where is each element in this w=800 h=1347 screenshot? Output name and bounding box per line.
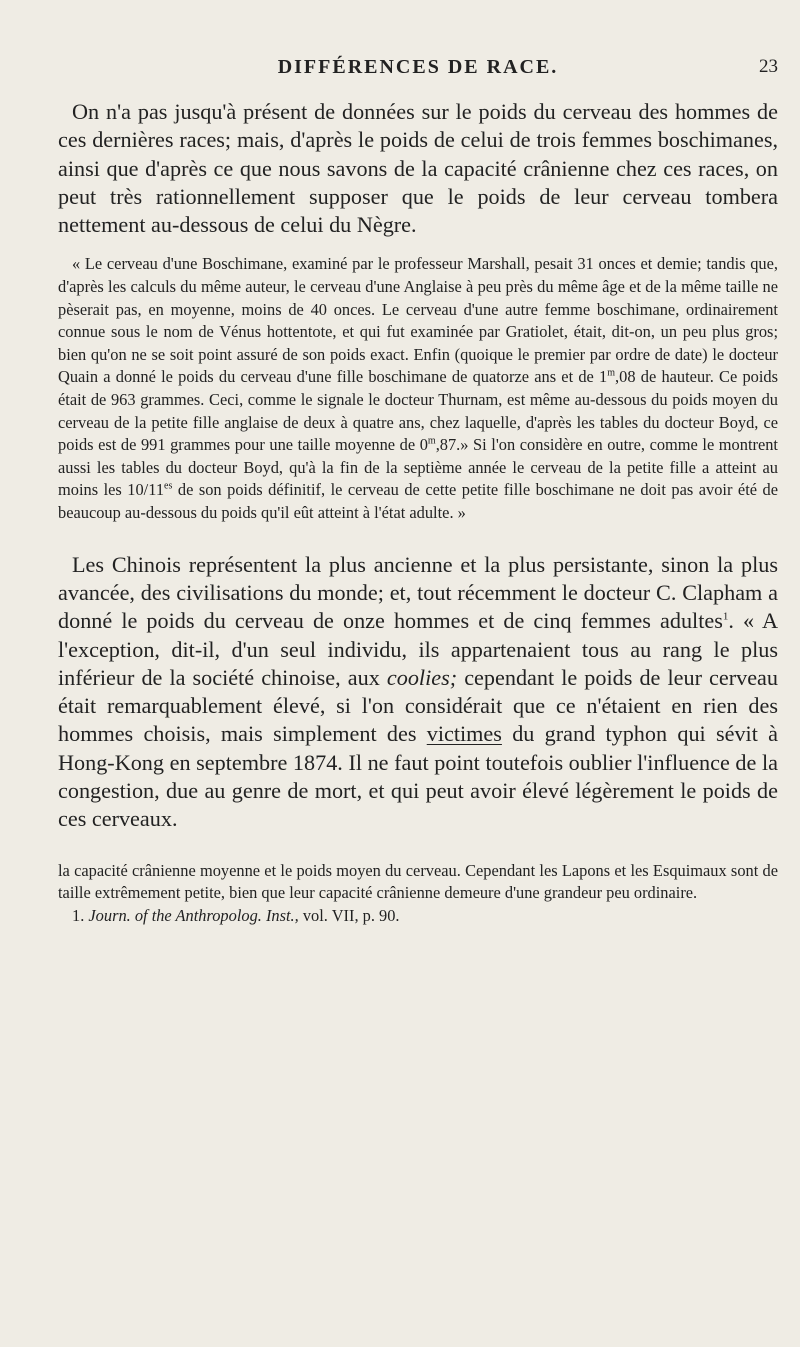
running-header: [58, 56, 778, 86]
italic-term: coolies;: [386, 664, 458, 690]
footnote-reference: 1: [722, 610, 729, 623]
superscript: es: [164, 480, 173, 492]
journal-title: Journ. of the Anthropolog. Inst.,: [88, 905, 299, 925]
superscript: m: [607, 367, 616, 379]
page-number: 23: [759, 56, 778, 77]
footnote-continuation: la capacité crânienne moyenne et le poids moyen du cerveau. Cependant les Lapons et les Esquimaux sont de taille extrêmement petite, bien que leur capacité crânienne demeure d'une grandeur peu ordinaire.: [58, 860, 778, 903]
paragraph-2: Les Chinois représentent la plus ancienne et la plus persistante, sinon la plus avancée, des civilisations du monde; et, tout récemment le docteur C. Clapham a donné le poids du cerveau de onze hommes et de cinq femmes adultes$^1$. « A l'exception, dit-il, d'un seul individu, ils appartenaient tous au rang le plus inférieur de la société chinoise, aux coolies; cependant le poids de leur cerveau était remarquablement élevé, si l'on considérait que ce n'étaient en rien des hommes choisis, mais simplement des victimes du grand typhon qui sévit à Hong-Kong en septembre 1874. Il ne faut point toutefois oublier l'influence de la congestion, due au genre de mort, et qui peut avoir élevé légèrement le poids de ces cerveaux.: [58, 551, 778, 832]
running-title: DIFFÉRENCES DE RACE.: [277, 56, 559, 78]
block-quote: « Le cerveau d'une Boschimane, examiné par le professeur Marshall, pesait 31 onces et demie; tandis que, d'après les calculs du même auteur, le cerveau d'une Anglaise à peu près du même âge et de la même taille ne pèserait pas, en moyenne, moins de 40 onces. Le cerveau d'une autre femme boschimane, ordinairement connue sous le nom de Vénus hottentote, et qui fut examinée par Gratiolet, était, dit-on, un peu plus gros; bien qu'on ne se soit point assuré de son poids exact. Enfin (quoique le premier par ordre de date) le docteur Quain a donné le poids du cerveau d'une fille boschimane de quatorze ans et de 1$^m$,08 de hauteur. Ce poids était de 963 grammes. Ceci, comme le signale le docteur Thurnam, est même au-dessous du poids moyen du cerveau de la petite fille anglaise de deux à quatre ans, chez laquelle, d'après les tables du docteur Boyd, ce poids est de 991 grammes pour une taille moyenne de 0$^m$,87.» Si l'on considère en outre, comme le montrent aussi les tables du docteur Boyd, qu'à la fin de la septième année le cerveau de la petite fille a atteint au moins les $10/11^{es}$ de son poids définitif, le cerveau de cette petite fille boschimane ne doit pas avoir été de beaucoup au-dessous du poids qu'il eût atteint à l'état adulte. »: [58, 254, 779, 523]
superscript: m: [427, 435, 436, 447]
underlined-word: victimes: [426, 721, 502, 747]
page-body: [58, 98, 778, 927]
footnote-1: 1. Journ. of the Anthropolog. Inst., vol. VII, p. 90.: [72, 905, 400, 925]
paragraph-1: On n'a pas jusqu'à présent de données sur le poids du cerveau des hommes de ces dernières races; mais, d'après le poids de celui de trois femmes boschimanes, ainsi que d'après ce que nous savons de la capacité crânienne chez ces races, on peut très rationnellement supposer que le poids de leur cerveau tombera nettement au-dessous de celui du Nègre.: [58, 99, 778, 238]
footnotes: [58, 860, 778, 928]
